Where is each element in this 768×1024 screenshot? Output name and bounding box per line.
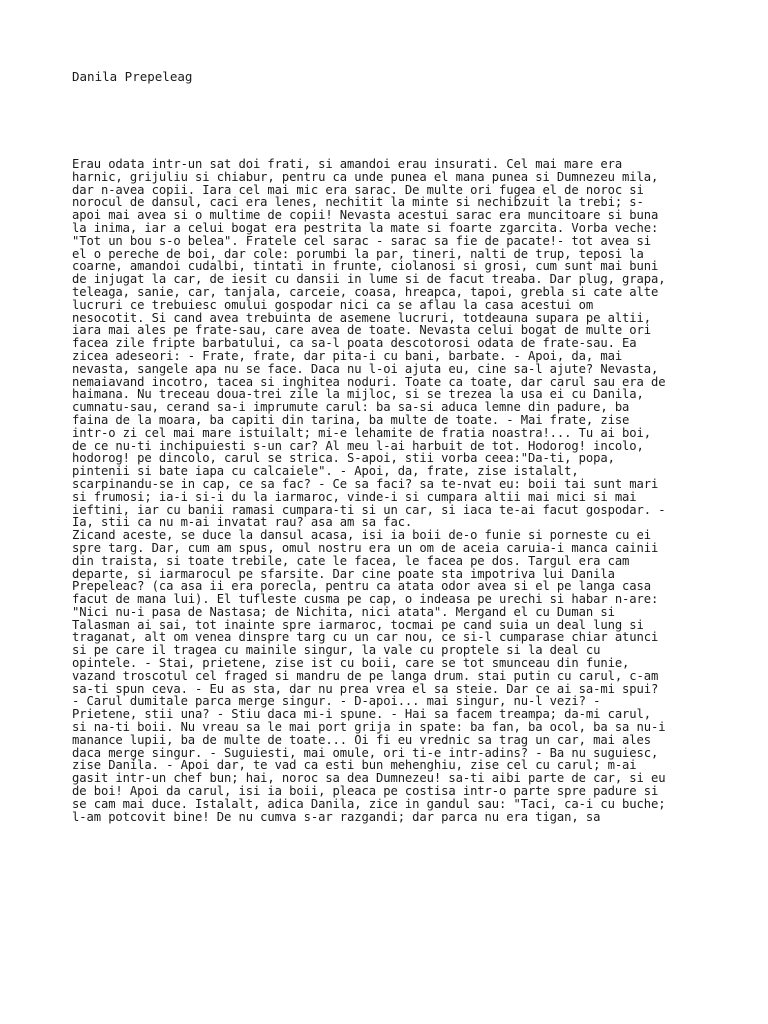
text-line: - Carul dumitale parca merge singur. - D-apoi... mai singur, nu-l vezi? - [72,694,601,709]
text-line: iara mai ales pe frate-sau, care avea de toate. Nevasta celui bogat de multe ori [72,323,652,338]
text-line: hodorog! pe dincolo, carul se strica. S-apoi, stii vorba ceea:"Da-ti, popa, [72,451,615,466]
text-line: ieftini, iar cu banii ramasi cumpara-ti si un car, si iaca te-ai facut gospodar. - [72,502,666,517]
text-line: nevasta, sangele apa nu se face. Daca nu l-oi ajuta eu, cine sa-l ajute? Nevasta, [72,361,659,376]
text-line: "Tot un bou s-o belea". Fratele cel sarac - sarac sa fie de pacate!- tot avea si [72,233,652,248]
text-line: manance lupii, ba de multe de toate... Oi fi eu vrednic sa trag un car, mai ales [72,732,652,747]
text-line: zicea adeseori: - Frate, frate, dar pita-i cu bani, barbate. - Apoi, da, mai [72,348,623,363]
text-line: sa-ti spun ceva. - Eu as sta, dar nu prea vrea el sa steie. Dar ce ai sa-mi spui? [72,681,659,696]
text-line: teleaga, sanie, car, tanjala, carceie, coasa, hreapca, tapoi, grebla si cate alte [72,284,659,299]
text-line: harnic, grijuliu si chiabur, pentru ca unde punea el mana punea si Dumnezeu mila, [72,169,659,184]
text-line: se cam mai duce. Istalalt, adica Danila, zice in gandul sau: "Taci, ca-i cu buche; [72,796,666,811]
text-line: facea zile fripte barbatului, ca sa-l poata descotorosi odata de frate-sau. Ea [72,336,637,351]
text-line: Prepeleac? (ca asa ii era porecla, pentru ca atata odor avea si el pe langa casa [72,579,652,594]
text-line: opintele. - Stai, prietene, zise ist cu boii, care se tot smunceau din funie, [72,656,630,671]
text-line: haimana. Nu treceau doua-trei zile la mijloc, si se trezea la usa ei cu Danila, [72,387,644,402]
document-title: Danila Prepeleag [72,69,193,84]
text-line: si pe care il tragea cu mainile singur, la vale cu proptele si la deal cu [72,643,601,658]
text-line: din traista, si toate trebile, cate le facea, le facea pe dos. Targul era cam [72,553,630,568]
text-line: facut de mana lui). El tufleste cusma pe cap, o indeasa pe urechi si habar n-are: [72,592,659,607]
text-line: l-am potcovit bine! De nu cumva s-ar razgandi; dar parca nu era tigan, sa [72,809,601,824]
text-line: cumnatu-sau, cerand sa-i imprumute carul: ba sa-si aduca lemne din padure, ba [72,400,630,415]
text-line: Erau odata intr-un sat doi frati, si amandoi erau insurati. Cel mai mare era [72,157,623,171]
text-line: traganat, alt om venea dinspre targ cu un car nou, ce si-l cumparase chiar atunci [72,630,659,645]
text-line: de boi! Apoi da carul, isi ia boii, pleaca pe costisa intr-o parte spre padure si [72,784,659,799]
text-line: de ce nu-ti inchipuiesti s-un car? Al meu l-ai harbuit de tot. Hodorog! incolo, [72,438,644,453]
text-line: "Nici nu-i pasa de Nastasa; de Nichita, nici atata". Mergand el cu Duman si [72,604,615,619]
text-line: daca merge singur. - Suguiesti, mai omule, ori ti-e intr-adins? - Ba nu suguiesc, [72,745,659,760]
text-line: el o pereche de boi, dar cole: porumbi la par, tineri, nalti de trup, teposi la [72,246,644,261]
text-line: la inima, iar a celui bogat era pestrita la mate si foarte zgarcita. Vorba veche: [72,220,659,235]
text-line: spre targ. Dar, cum am spus, omul nostru era un om de aceia caruia-i manca cainii [72,540,659,555]
text-line: dar n-avea copii. Iara cel mai mic era sarac. De multe ori fugea el de noroc si [72,182,644,197]
text-line: de injugat la car, de iesit cu dansii in lume si de facut treaba. Dar plug, grapa, [72,272,666,287]
text-line: zise Danila. - Apoi dar, te vad ca esti bun mehenghiu, zise cel cu carul; m-ai [72,758,637,773]
text-line: vazand troscotul cel fraged si mandru de pe langa drum. stai putin cu carul, c-am [72,668,659,683]
text-line: nemaiavand incotro, tacea si inghitea noduri. Toate ca toate, dar carul sau era de [72,374,666,389]
text-line: lucruri ce trebuiesc omului gospodar nici ca se aflau la casa acestui om [72,297,594,312]
text-line: scarpinandu-se in cap, ce sa fac? - Ce sa faci? sa te-nvat eu: boii tai sunt mari [72,476,659,491]
text-line: Ia, stii ca nu m-ai invatat rau? asa am sa fac. [72,515,413,530]
text-line: si na-ti boii. Nu vreau sa le mai port grija in spate: ba fan, ba ocol, ba sa nu-i [72,720,666,735]
text-line: gasit intr-un chef bun; hai, noroc sa dea Dumnezeu! sa-ti aibi parte de car, si eu [72,771,666,786]
text-line: Prietene, stii una? - Stiu daca mi-i spune. - Hai sa facem treampa; da-mi carul, [72,707,652,722]
text-line: Zicand aceste, se duce la dansul acasa, isi ia boii de-o funie si porneste cu ei [72,528,652,543]
text-line: apoi mai avea si o multime de copii! Nevasta acestui sarac era muncitoare si buna [72,208,659,223]
text-line: norocul de dansul, caci era lenes, nechitit la minte si nechibzuit la trebi; s- [72,195,644,210]
text-line: faina de la moara, ba capiti din tarina, ba multe de toate. - Mai frate, zise [72,412,630,427]
text-line: si frumosi; ia-i si-i du la iarmaroc, vinde-i si cumpara altii mai mici si mai [72,489,637,504]
text-line: pintenii si bate iapa cu calcaiele". - Apoi, da, frate, zise istalalt, [72,464,579,479]
text-line: coarne, amandoi cudalbi, tintati in frunte, ciolanosi si grosi, cum sunt mai buni [72,259,659,274]
text-line: intr-o zi cel mai mare istuilalt; mi-e lehamite de fratia noastra!... Tu ai boi, [72,425,652,440]
text-line: nesocotit. Si cand avea trebuinta de asemene lucruri, totdeauna supara pe altii, [72,310,652,325]
document-body [72,158,712,823]
text-line: Talasman ai sai, tot inainte spre iarmaroc, tocmai pe cand suia un deal lung si [72,617,644,632]
text-line: departe, si iarmarocul pe sfarsite. Dar cine poate sta impotriva lui Danila [72,566,615,581]
